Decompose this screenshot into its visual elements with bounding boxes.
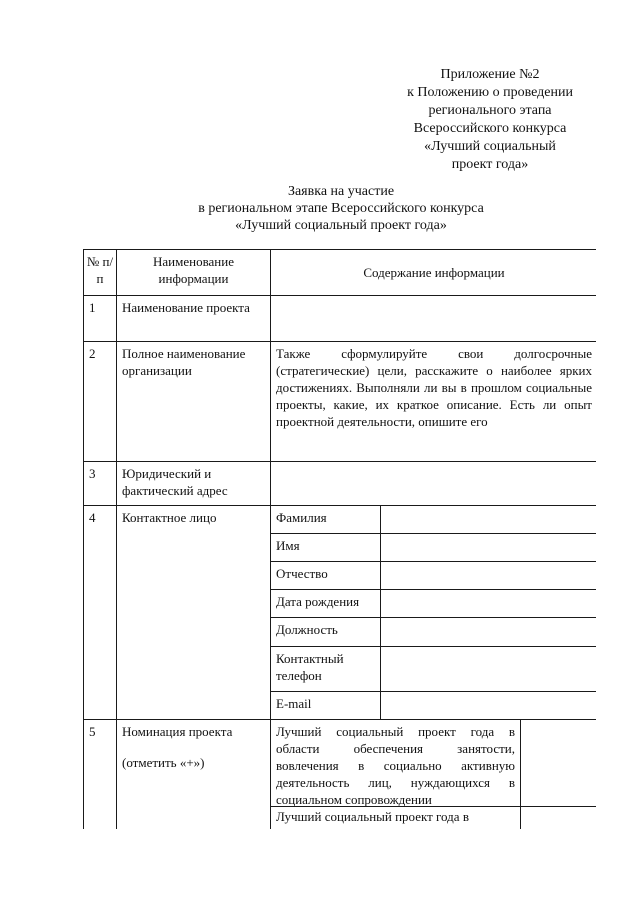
application-form-table [83,249,596,829]
row3-name: Юридический и фактический адрес [117,462,270,505]
appendix-line: к Положению о проведении [407,85,573,100]
patronymic-input[interactable] [381,562,597,589]
row2-name: Полное наименование организации [117,342,270,461]
appendix-line: Всероссийского конкурса [413,121,567,136]
contact-label-birthdate: Дата рождения [271,590,380,617]
contact-label-surname: Фамилия [271,506,380,533]
title-line: «Лучший социальный проект года» [235,218,447,233]
nomination-option: Лучший социальный проект года в [271,807,520,829]
row5-num: 5 [84,720,116,829]
row4-num: 4 [84,506,116,719]
appendix-header [330,66,640,174]
project-name-field[interactable] [271,296,597,341]
phone-input[interactable] [381,647,597,691]
title-line: в региональном этапе Всероссийского конкурса [198,201,484,216]
contact-label-email: E-mail [271,692,380,719]
document-title [0,183,640,234]
row2-num: 2 [84,342,116,461]
row3-num: 3 [84,462,116,505]
contact-label-patronymic: Отчество [271,562,380,589]
first-name-input[interactable] [381,534,597,561]
appendix-line: проект года» [451,157,529,172]
row1-num: 1 [84,296,116,341]
birthdate-input[interactable] [381,590,597,617]
row5-name-cell [117,720,270,829]
nomination-option: Лучший социальный проект года в области обеспечения занятости, вовлечения в социально активную деятельность лиц, нуждающихся в социальном сопровождении [271,720,520,806]
organization-name-field[interactable]: Также сформулируйте свои долгосрочные (стратегические) цели, расскажите о наиболее ярких достижениях. Выполняли ли вы в прошлом социальные проекты, какие, их краткое описание. Есть ли опыт проектной деятельности, опишите его [271,342,597,461]
appendix-line: регионального этапа [428,103,552,118]
row5-note: (отметить «+») [122,755,205,770]
row1-name: Наименование проекта [117,296,270,341]
header-content: Содержание информации [271,250,597,295]
contact-label-position: Должность [271,618,380,646]
nomination-mark-cell[interactable] [521,807,597,829]
header-num: № п/п [84,250,116,295]
surname-input[interactable] [381,506,597,533]
email-input[interactable] [381,692,597,719]
title-line: Заявка на участие [287,184,395,199]
address-field[interactable] [271,462,597,505]
header-name: Наименование информации [117,250,270,295]
appendix-line: Приложение №2 [440,67,540,82]
appendix-line: «Лучший социальный [424,139,556,154]
contact-label-phone: Контактный телефон [271,647,380,691]
nomination-mark-cell[interactable] [521,720,597,806]
row4-name: Контактное лицо [117,506,270,719]
row5-name: Номинация проекта [122,724,233,739]
contact-label-name: Имя [271,534,380,561]
position-input[interactable] [381,618,597,646]
